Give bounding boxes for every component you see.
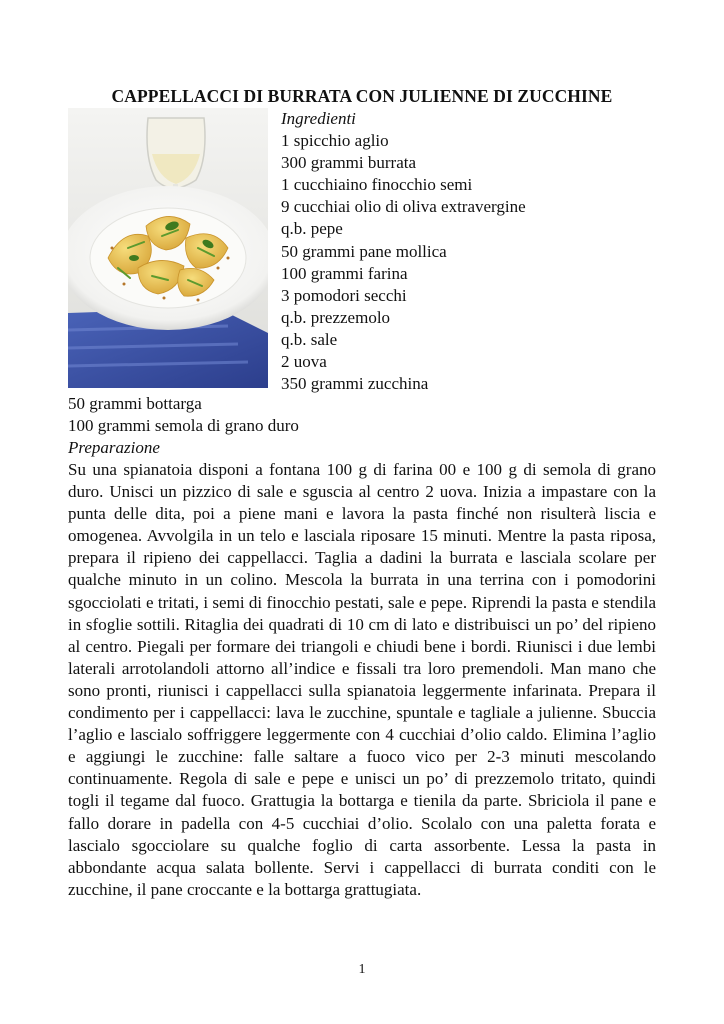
ingredients-list (281, 108, 701, 395)
recipe-title: CAPPELLACCI DI BURRATA CON JULIENNE DI ZUCCHINE (111, 86, 613, 106)
ingredient-item: 350 grammi zucchina (281, 374, 429, 394)
ingredient-item: 1 spicchio aglio (281, 131, 389, 151)
page-number: 1 (358, 962, 366, 977)
ingredient-item: 9 cucchiai olio di oliva extravergine (281, 197, 526, 217)
ingredient-item: 50 grammi bottarga (68, 394, 202, 413)
pasta-dish-illustration (68, 108, 268, 388)
ingredient-item: 3 pomodori secchi (281, 285, 407, 305)
ingredient-item: 1 cucchiaino finocchio semi (281, 175, 473, 195)
ingredient-item: q.b. pepe (281, 219, 343, 239)
preparation-heading: Preparazione (68, 438, 160, 458)
ingredient-item: 300 grammi burrata (281, 153, 417, 173)
ingredient-item: 50 grammi pane mollica (281, 241, 447, 261)
ingredients-heading: Ingredienti (281, 109, 356, 128)
ingredient-item: 100 grammi semola di grano duro (68, 416, 299, 436)
recipe-photo (68, 108, 268, 388)
ingredients-continued (68, 393, 658, 459)
ingredient-item: q.b. prezzemolo (281, 307, 391, 327)
ingredient-item: 2 uova (281, 352, 327, 372)
ingredient-item: 100 grammi farina (281, 263, 408, 283)
preparation-text: Su una spianatoia disponi a fontana 100 g di farina 00 e 100 g di semola di grano duro. Unisci un pizzico di sale e sguscia al centro 2 uova. Inizia a impastare con la punta delle dita, poi a piene mani e lavora la pasta finché non risulterà liscia e omogenea. Avvolgila in un telo e lasciala riposare 15 minuti. Mentre la pasta riposa, prepara il ripieno dei cappellacci. Taglia a dadini la burrata e lasciala scolare per qualche minuto in un colino. Mescola la burrata in una terrina con i pomodorini sgocciolati e tritati, i semi di finocchio pestati, sale e pepe. Riprendi la pasta e stendila in sfoglie sottili. Ritaglia dei quadrati di 10 cm di lato e distribuisci un po’ del ripieno al centro. Piegali per formare dei triangoli e chiudi bene i bordi. Riunisci i due lembi laterali arrotolandoli attorno all’indice e fissali tra loro premendoli. Man mano che sono pronti, riunisci i cappellacci sulla spianatoia leggermente infarinata. Prepara il condimento per i cappellacci: lava le zucchine, spuntale e tagliale a julienne. Sbuccia l’aglio e lascialo soffriggere leggermente con 4 cucchiai d’olio caldo. Elimina l’aglio e aggiungi le zucchine: falle saltare a fuoco vico per 2-3 minuti mescolando continuamente. Regola di sale e pepe e unisci un po’ di prezzemolo tritato, quindi togli il tegame dal fuoco. Grattugia la bottarga e tienila da parte. Sbriciola il pane e fallo dorare in padella con 4-5 cucchiai d’olio. Scolalo con una paletta forata e lascialo sgocciolare su qualche foglio di carta assorbente. Lessa la pasta in abbondante acqua salata bollente. Servi i cappellacci di burrata conditi con le zucchine, il pane croccante e la bottarga grattugiata. (68, 460, 656, 899)
ingredient-item: q.b. sale (281, 329, 338, 349)
